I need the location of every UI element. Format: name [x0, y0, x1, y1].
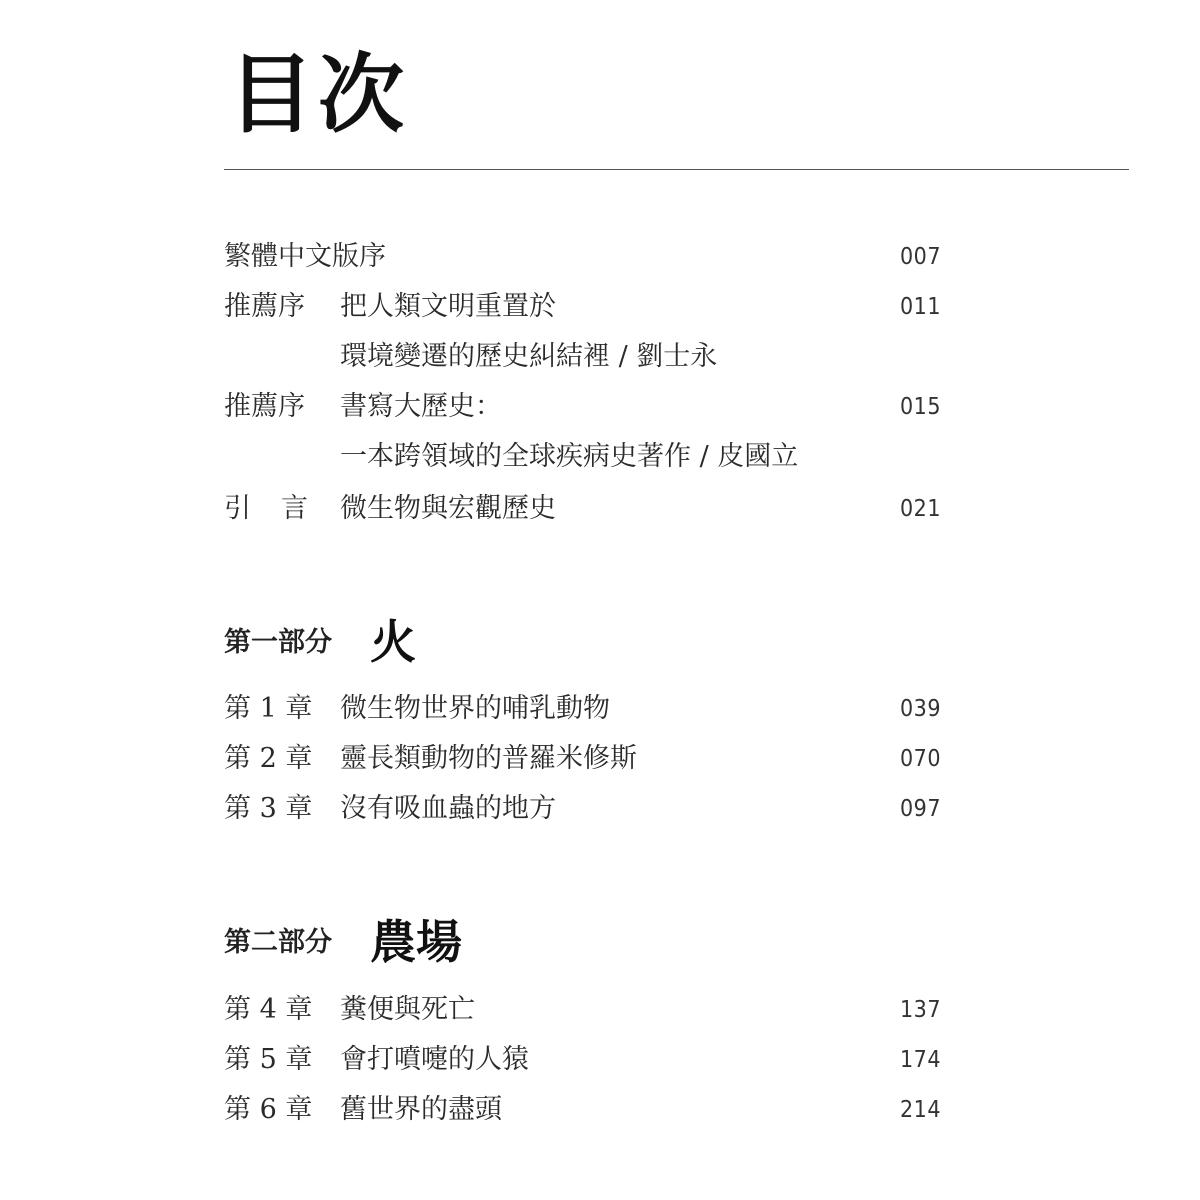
toc-entry-title: 沒有吸血蟲的地方: [340, 793, 556, 824]
toc-entry-label: 第 2 章: [224, 743, 313, 774]
part-title: 火: [370, 615, 416, 669]
toc-entry-label: 繁體中文版序: [224, 241, 386, 272]
toc-entry-title: 舊世界的盡頭: [340, 1094, 502, 1125]
toc-entry-page: 097: [900, 796, 941, 822]
toc-entry-page: 007: [900, 244, 941, 270]
toc-entry-label: 推薦序: [224, 291, 305, 322]
toc-entry-title: 環境變遷的歷史糾結裡 / 劉士永: [340, 341, 718, 372]
toc-entry-title: 靈長類動物的普羅米修斯: [340, 743, 637, 774]
toc-entry-page: 021: [900, 496, 941, 522]
toc-entry-page: 039: [900, 696, 941, 722]
toc-entry-page: 214: [900, 1097, 941, 1123]
title-divider: [224, 169, 1129, 170]
toc-entry-label: 引言: [224, 493, 338, 524]
toc-entry-label: 推薦序: [224, 391, 305, 422]
toc-entry-label: 第 1 章: [224, 693, 313, 724]
toc-entry-title: 微生物世界的哺乳動物: [340, 693, 610, 724]
toc-entry-title: 書寫大歷史：: [340, 391, 502, 422]
page-title: 目次: [228, 44, 408, 145]
toc-entry-label: 第 6 章: [224, 1094, 313, 1125]
part-label: 第一部分: [224, 627, 332, 658]
toc-entry-page: 070: [900, 746, 941, 772]
part-title: 農場: [370, 915, 462, 969]
part-label: 第二部分: [224, 927, 332, 958]
toc-entry-page: 137: [900, 997, 941, 1023]
toc-entry-title: 會打噴嚏的人猿: [340, 1044, 529, 1075]
toc-entry-label: 第 5 章: [224, 1044, 313, 1075]
toc-entry-title: 一本跨領域的全球疾病史著作 / 皮國立: [340, 441, 799, 472]
toc-entry-title: 微生物與宏觀歷史: [340, 493, 556, 524]
toc-entry-title: 把人類文明重置於: [340, 291, 556, 322]
toc-entry-label: 第 4 章: [224, 994, 313, 1025]
toc-entry-label: 第 3 章: [224, 793, 313, 824]
toc-entry-page: 011: [900, 294, 941, 320]
toc-entry-page: 015: [900, 394, 941, 420]
toc-entry-page: 174: [900, 1047, 941, 1073]
toc-entry-title: 糞便與死亡: [340, 994, 475, 1025]
